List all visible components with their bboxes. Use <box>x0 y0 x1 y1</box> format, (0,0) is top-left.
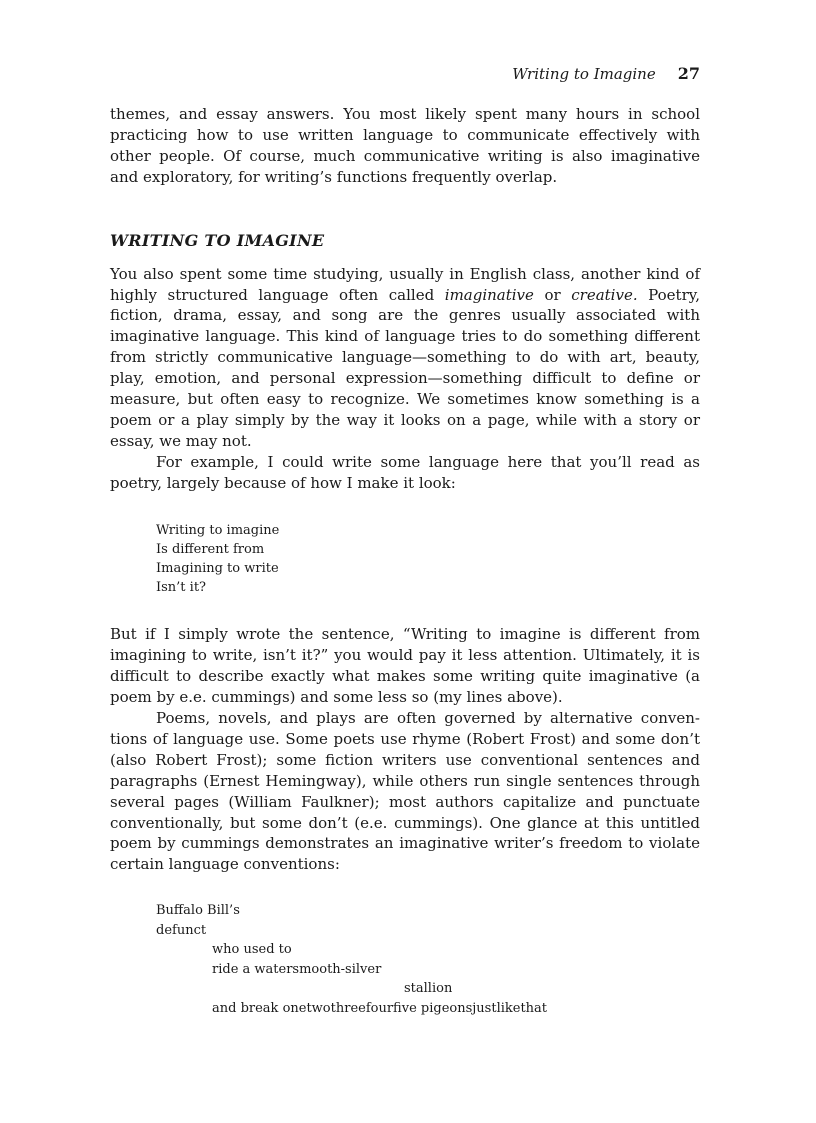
paragraph-conventions: Poems, novels, and plays are often governed by alternative conventions of language use. Some poets use rhyme (Robert Frost) and some don’t (also Robert Frost); some fiction writers use conventional sentences and paragraphs (Ernest Hemingway), while others run single sentences through several pages (William Faulkner); most authors capitalize and punctuate conventionally, but some don’t (e.e. cummings). One glance at this untitled poem by cummings demonstrates an imaginative writer’s freedom to violate certain language conventions: <box>110 709 700 874</box>
verse-line: Buffalo Bill’s <box>156 903 240 919</box>
verse-line: who used to <box>212 942 292 958</box>
running-title: Writing to Imagine <box>512 65 656 83</box>
paragraph-example: For example, I could write some language here that you’ll read as poetry, largely because of how I make it look: <box>110 452 700 492</box>
verse-line: Imagining to write <box>156 561 279 576</box>
verse-line: defunct <box>156 922 207 938</box>
paragraph-imaginative-b: or <box>533 285 572 304</box>
verse-example <box>156 521 700 598</box>
emphasis-creative: creative. <box>571 285 638 304</box>
verse-line: Writing to imagine <box>156 522 280 538</box>
running-head <box>512 64 700 83</box>
verse-line: ride a watersmooth-silver <box>212 961 382 977</box>
verse-line: Isn’t it? <box>156 580 207 596</box>
paragraph-imaginative-a: You also spent some time studying, usually in English class, another kind of highly structured language often called <box>110 264 700 304</box>
verse-line: Is different from <box>156 541 265 557</box>
verse-line: stallion <box>404 981 453 997</box>
emphasis-imaginative: imaginative <box>444 285 534 304</box>
paragraph-imaginative <box>110 264 700 452</box>
body-text <box>110 104 700 1018</box>
paragraph-themes: themes, and essay answers. You most likely spent many hours in school practicing how to use written language to communicate effectively with other people. Of course, much communicative writing is also imaginative and exploratory, for writing’s functions frequently overlap. <box>110 105 700 186</box>
paragraph-imaginative-c: Poetry, fiction, drama, essay, and song are the genres usually associated with imaginative language. This kind of language tries to do something different from strictly communicative language—something to do with art, beauty, play, emotion, and personal expression—something difficult to define or measure, but often easy to recognize. We sometimes know something is a poem or a play simply by the way it looks on a page, while with a story or essay, we may not. <box>110 285 700 450</box>
page-number: 27 <box>677 64 700 83</box>
verse-line: and break onetwothreefourfive pigeonsjustlikethat <box>212 1000 548 1016</box>
paragraph-sentence: But if I simply wrote the sentence, “Writing to imagine is different from imagining to write, isn’t it?” you would pay it less attention. Ultimately, it is difficult to describe exactly what makes some writing quite imaginative (a poem by e.e. cummings) and some less so (my lines above). <box>110 625 700 707</box>
verse-cummings <box>156 901 700 1018</box>
section-heading: WRITING TO IMAGINE <box>110 230 325 250</box>
